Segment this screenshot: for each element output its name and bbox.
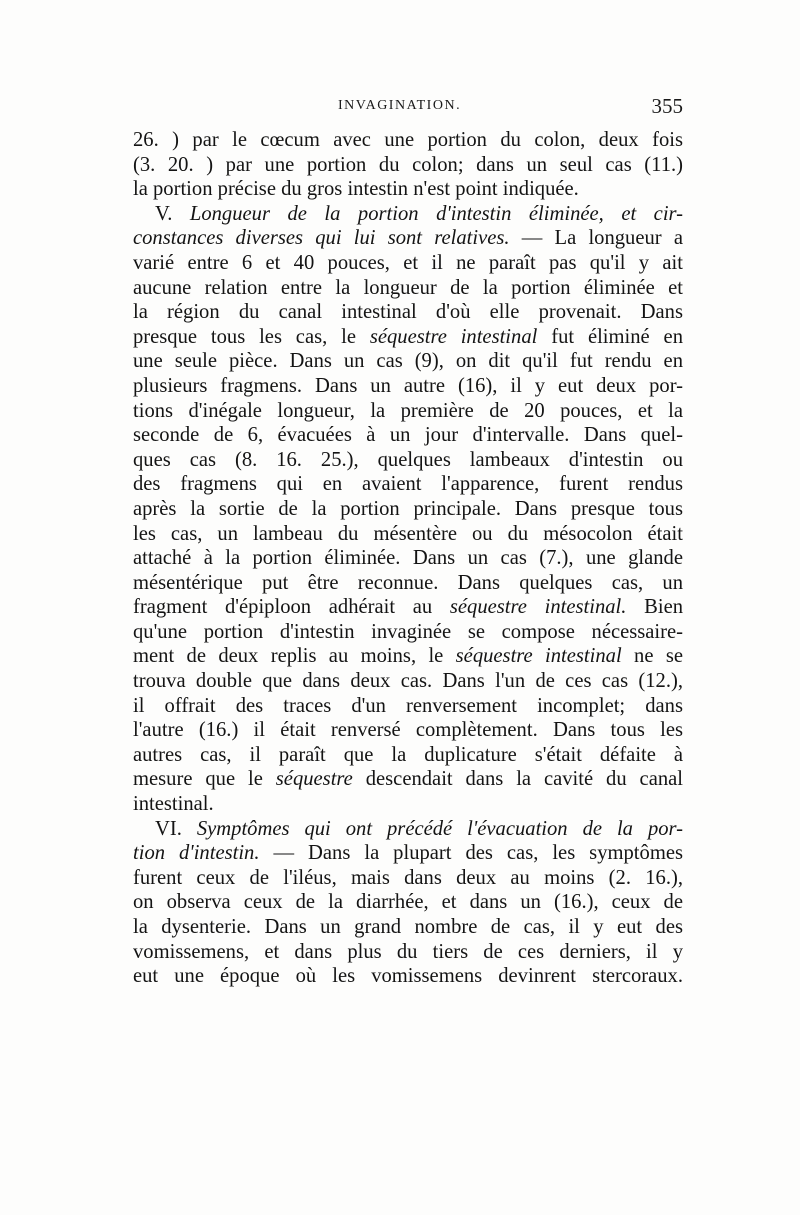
text-line: tions d'inégale longueur, la première de 20 pouces, et la	[133, 399, 683, 422]
text-line: autres cas, il paraît que la duplicature s'était défaite à	[133, 743, 683, 766]
text-line: aucune relation entre la longueur de la portion éliminée et	[133, 276, 683, 299]
text-line: plusieurs fragmens. Dans un autre (16), il y eut deux por-	[133, 374, 683, 397]
page-number: 355	[651, 94, 683, 118]
running-head: INVAGINATION.	[338, 98, 462, 113]
text-line: tion d'intestin. — Dans la plupart des cas, les symptômes	[133, 842, 684, 865]
text-line: on observa ceux de la diarrhée, et dans un (16.), ceux de	[133, 891, 683, 914]
text-line: fragment d'épiploon adhérait au séquestre intestinal. Bien	[133, 596, 684, 619]
text-line: (3. 20. ) par une portion du colon; dans un seul cas (11.)	[133, 153, 683, 176]
text-line: la région du canal intestinal d'où elle provenait. Dans	[133, 301, 683, 324]
text-line: ment de deux replis au moins, le séquestre intestinal ne se	[133, 645, 684, 668]
text-line: l'autre (16.) il était renversé complètement. Dans tous les	[133, 719, 683, 742]
text-line: intestinal.	[133, 793, 214, 816]
text-line: il offrait des traces d'un renversement incomplet; dans	[133, 694, 683, 717]
text-line: trouva double que dans deux cas. Dans l'un de ces cas (12.),	[133, 670, 683, 693]
text-line: vomissemens, et dans plus du tiers de ces derniers, il y	[133, 940, 683, 963]
text-line: des fragmens qui en avaient l'apparence, furent rendus	[133, 473, 683, 496]
body-text	[133, 128, 683, 989]
text-line: mesure que le séquestre descendait dans la cavité du canal	[133, 768, 683, 791]
text-line: constances diverses qui lui sont relatives. — La longueur a	[133, 227, 683, 250]
text-line: mésentérique put être reconnue. Dans quelques cas, un	[133, 571, 683, 594]
text-line: qu'une portion d'intestin invaginée se compose nécessaire-	[133, 620, 683, 643]
text-line: 26. ) par le cœcum avec une portion du colon, deux fois	[133, 129, 683, 151]
page-header	[133, 94, 683, 122]
text-line: après la sortie de la portion principale. Dans presque tous	[133, 497, 683, 520]
text-line: attaché à la portion éliminée. Dans un cas (7.), une glande	[133, 547, 683, 570]
text-line: les cas, un lambeau du mésentère ou du mésocolon était	[133, 522, 683, 545]
text-line: la portion précise du gros intestin n'est point indiquée.	[133, 178, 579, 201]
text-line: seconde de 6, évacuées à un jour d'intervalle. Dans quel-	[133, 424, 683, 447]
text-line: varié entre 6 et 40 pouces, et il ne paraît pas qu'il y ait	[133, 251, 683, 274]
section-vi-heading: VI. Symptômes qui ont précédé l'évacuation de la por-	[155, 817, 683, 840]
text-line: une seule pièce. Dans un cas (9), on dit qu'il fut rendu en	[133, 350, 683, 373]
text-line: ques cas (8. 16. 25.), quelques lambeaux d'intestin ou	[133, 448, 683, 471]
text-line: presque tous les cas, le séquestre intestinal fut éliminé en	[133, 325, 683, 348]
text-line: furent ceux de l'iléus, mais dans deux au moins (2. 16.),	[133, 866, 683, 889]
section-v-heading: V. Longueur de la portion d'intestin éliminée, et cir-	[155, 202, 684, 225]
text-line: eut une époque où les vomissemens devinrent stercoraux.	[133, 965, 683, 988]
text-line: la dysenterie. Dans un grand nombre de cas, il y eut des	[133, 916, 683, 938]
